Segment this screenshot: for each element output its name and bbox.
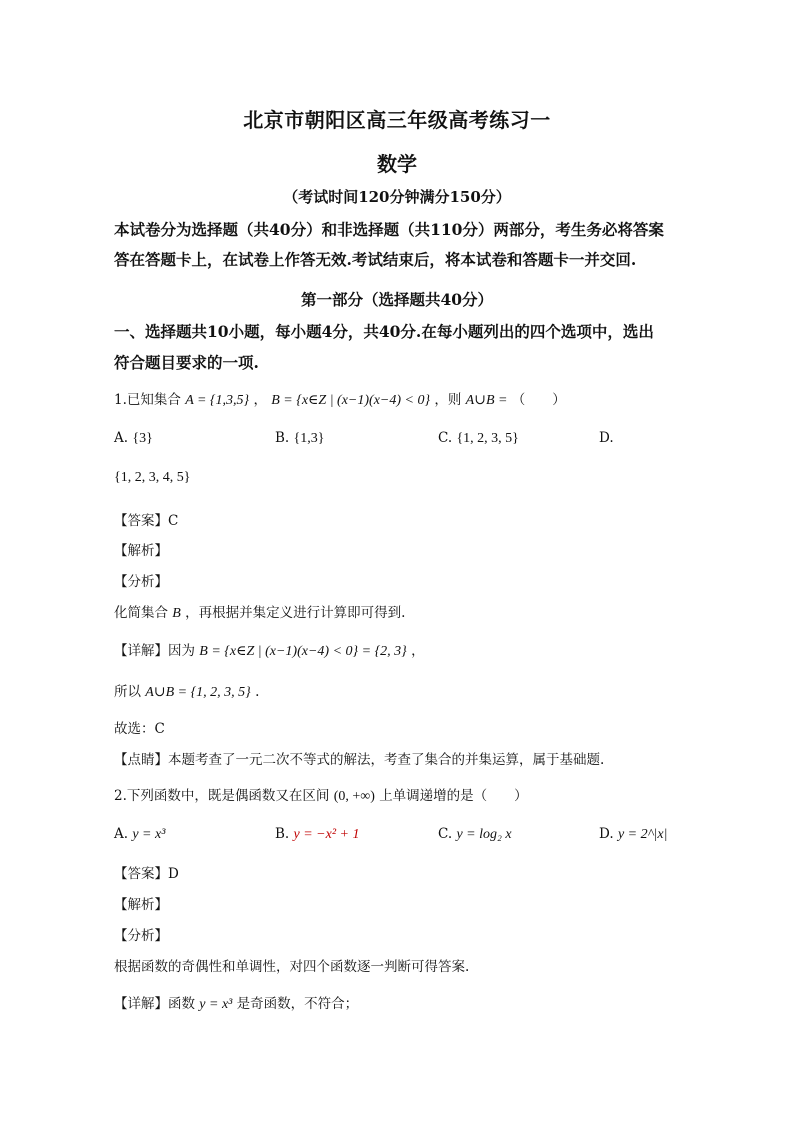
- q2-detail-expr: y = x³: [199, 997, 233, 1012]
- q1-so: [114, 680, 259, 701]
- q1-detail-expr: B = {x∈Z | (x−1)(x−4) < 0} = {2, 3}: [199, 644, 407, 659]
- q1-so-end: .: [255, 684, 260, 700]
- q2-fenxi-heading: 【分析】: [114, 928, 168, 944]
- q1-option-c-label: C.: [438, 430, 453, 446]
- q1-stem-then: ，则: [434, 392, 462, 408]
- q1-paren: （ ）: [511, 392, 566, 408]
- q1-fenxi-text-a: 化简集合: [114, 605, 168, 621]
- q1-option-a-label: A.: [114, 430, 129, 446]
- q1-analysis-heading: 【解析】: [114, 543, 168, 559]
- q2-option-b: [275, 826, 359, 843]
- q1-so-expr: A∪B = {1, 2, 3, 5}: [145, 685, 251, 700]
- section-heading-line-2: 符合题目要求的一项.: [114, 353, 259, 372]
- q2-stem-prefix: 2.下列函数中，既是偶函数又在区间: [114, 788, 330, 804]
- q1-sep: ，: [253, 392, 267, 408]
- q1-set-b: B = {x∈Z | (x−1)(x−4) < 0}: [271, 393, 431, 408]
- q2-option-a: [114, 826, 165, 843]
- question-1-stem: [114, 388, 566, 409]
- q1-so-text: 所以: [114, 684, 141, 700]
- instructions-line-1: 本试卷分为选择题（共40分）和非选择题（共110分）两部分，考生务必将答案: [114, 220, 664, 239]
- q2-option-c-value: y = log₂ x: [456, 827, 512, 842]
- q1-set-a: A = {1,3,5}: [185, 393, 250, 408]
- q1-choice: 故选：C: [114, 721, 165, 737]
- q1-fenxi-heading: 【分析】: [114, 574, 168, 590]
- q1-option-c-value: {1, 2, 3, 5}: [456, 431, 519, 446]
- q2-detail-label: 【详解】函数: [114, 996, 195, 1012]
- q1-stem-prefix: 1.已知集合: [114, 392, 181, 408]
- q1-comment: 【点睛】本题考查了一元二次不等式的解法，考查了集合的并集运算，属于基础题.: [114, 752, 605, 768]
- section-heading-line-1: 一、选择题共10小题，每小题4分，共40分.在每小题列出的四个选项中，选出: [114, 322, 654, 341]
- q2-option-a-value: y = x³: [132, 827, 166, 842]
- question-2-stem: [114, 784, 528, 805]
- q2-interval: (0, +∞): [333, 789, 375, 804]
- q1-option-b: [275, 430, 324, 447]
- q1-option-d-value: {1, 2, 3, 4, 5}: [114, 470, 191, 485]
- q2-fenxi-text: 根据函数的奇偶性和单调性，对四个函数逐一判断可得答案.: [114, 959, 470, 975]
- q1-fenxi-text-b: ，再根据并集定义进行计算即可得到.: [185, 605, 406, 621]
- q2-option-c: [438, 826, 512, 843]
- q1-option-c: [438, 430, 519, 447]
- q1-detail-label: 【详解】因为: [114, 643, 195, 659]
- q1-detail-end: ，: [411, 643, 425, 659]
- q2-detail: [114, 992, 358, 1013]
- q2-option-d: [599, 826, 667, 843]
- q2-option-d-value: y = 2^|x|: [617, 827, 668, 842]
- q2-answer: 【答案】D: [114, 866, 179, 882]
- q2-analysis-heading: 【解析】: [114, 897, 168, 913]
- q1-fenxi-var: B: [172, 606, 181, 621]
- document-title: 北京市朝阳区高三年级高考练习一: [243, 108, 551, 132]
- q2-option-a-label: A.: [114, 826, 129, 842]
- q2-option-c-label: C.: [438, 826, 453, 842]
- q1-option-b-label: B.: [275, 430, 290, 446]
- q2-option-b-label: B.: [275, 826, 290, 842]
- q1-option-b-value: {1,3}: [293, 431, 325, 446]
- q1-option-a-value: {3}: [132, 431, 153, 446]
- q1-option-d-label: D.: [599, 430, 614, 446]
- q2-stem-suffix: 上单调递增的是（ ）: [379, 788, 528, 804]
- q1-detail: [114, 639, 425, 660]
- q1-answer: 【答案】C: [114, 513, 179, 529]
- instructions-line-2: 答在答题卡上，在试卷上作答无效.考试结束后，将本试卷和答题卡一并交回.: [114, 250, 637, 269]
- subject-title: 数学: [377, 152, 417, 176]
- q1-fenxi-text: [114, 601, 405, 622]
- exam-info: （考试时间120分钟满分150分）: [283, 188, 511, 206]
- q2-detail-end: 是奇函数，不符合；: [236, 996, 359, 1012]
- q2-option-d-label: D.: [599, 826, 614, 842]
- q2-option-b-value: y = −x² + 1: [293, 827, 360, 842]
- q1-option-a: [114, 430, 153, 447]
- q1-expr: A∪B =: [465, 393, 508, 408]
- part-title: 第一部分（选择题共40分）: [300, 290, 494, 309]
